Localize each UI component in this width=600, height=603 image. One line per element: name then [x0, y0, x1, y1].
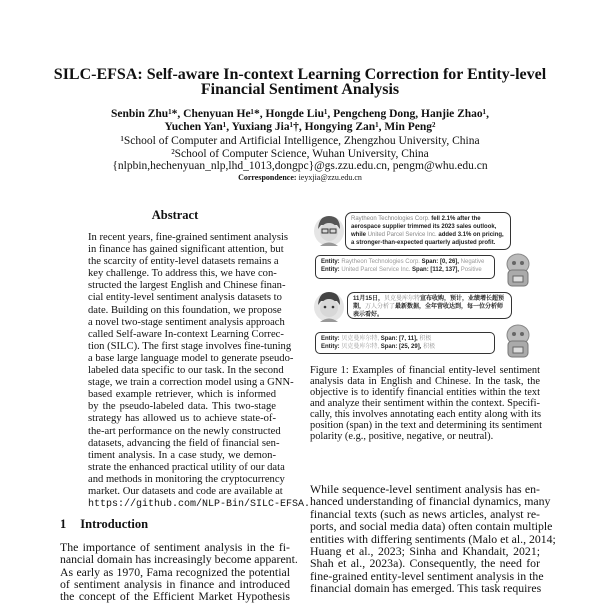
- abstract-heading: Abstract: [151, 208, 199, 222]
- entity-name: United Parcel Service Inc.: [341, 267, 411, 273]
- robot-icon: [500, 323, 536, 359]
- chinese-entity-output: [315, 332, 495, 354]
- entity-name: 贝克曼库尔特,: [341, 336, 380, 342]
- text-line: stage, we train a correction model using a GNN-: [88, 377, 294, 389]
- text-line: As early as 1970, Fama recognized the potential: [60, 564, 290, 579]
- robot-icon: [500, 252, 536, 288]
- text-line: [88, 498, 311, 511]
- example-text: 最新数据，全年营收达到，每一位分析师: [395, 304, 504, 310]
- span-label: Span:: [380, 336, 398, 342]
- sentiment: Positive: [460, 267, 482, 273]
- example-text: 表示看好。: [353, 312, 384, 318]
- title-line: SILC-EFSA: Self-aware In-context Learning Correction for Entity-level: [53, 66, 547, 83]
- text-line: financial texts (such as news articles, analyst re-: [310, 506, 540, 521]
- correspondence-email: ieyxjia@zzu.edu.cn: [298, 173, 362, 182]
- author-line: Yuchen Yan¹, Yuxiang Jia¹†, Hongying Zan¹, Min Peng²: [164, 121, 436, 133]
- entity-label: Entity:: [321, 259, 340, 265]
- entity-label: Entity:: [321, 336, 340, 342]
- text-line: in finance has gained significant attention, but: [88, 244, 284, 256]
- chinese-example-bubble: [347, 292, 512, 319]
- text-line: and analyze their sentiment within the context. Specifi-: [310, 398, 540, 409]
- user-avatar-icon: [313, 213, 345, 249]
- span-value: [112, 137],: [430, 267, 460, 273]
- entity-row: [321, 343, 489, 351]
- affiliation: ²School of Computer Science, Wuhan University, China: [171, 147, 429, 160]
- paper-title: [0, 68, 600, 97]
- text-line: based example retriever, which is informed: [88, 389, 276, 401]
- text-line: cally, this involves annotating each entity along with its: [310, 409, 542, 420]
- correspondence-label: Correspondence:: [238, 173, 297, 182]
- correspondence: [0, 173, 600, 182]
- text-line: Figure 1: Examples of financial entity-level sentiment: [310, 365, 540, 376]
- text-line: tion (SILC). The first stage involves fine-tuning: [88, 340, 292, 352]
- entity-highlight: 万人分析了: [365, 304, 396, 310]
- span-label: Span:: [380, 344, 398, 350]
- text-line: Shah et al., 2023a). Consequently, the need for: [310, 556, 540, 571]
- text-line: polarity (e.g., positive, negative, or neutral).: [310, 431, 494, 442]
- text-line: a base large language model to generate pseudo-: [88, 352, 294, 364]
- example-text: 11月15日，: [353, 296, 385, 302]
- text-line: analysis data in English and Chinese. In the task, the: [310, 376, 540, 387]
- span-value: [7, 11],: [399, 336, 418, 342]
- text-line: objective is to identify financial entities within the text: [310, 387, 540, 398]
- text-line: ports, and social media data) often contain multiple: [310, 519, 553, 534]
- title-line: Financial Sentiment Analysis: [200, 81, 400, 98]
- text-line: the concept of the Efficient Market Hypothesis: [60, 589, 290, 603]
- text-line: market. Our datasets and code are available at: [88, 485, 283, 497]
- entity-row: [321, 266, 489, 274]
- text-line: date. Building on this foundation, we propose: [88, 304, 282, 316]
- author-list: [0, 108, 600, 134]
- span-value: [25, 29],: [399, 344, 422, 350]
- text-line: financial domain has emerged. This task requires: [310, 581, 542, 596]
- text-line: Huang et al., 2023; Sinha and Khandait, 2021;: [310, 543, 540, 558]
- text-line: of sentiment analysis in finance and introduced: [60, 576, 290, 591]
- text-line: While sequence-level sentiment analysis has en-: [310, 482, 540, 496]
- text-line: In recent years, fine-grained sentiment analysis: [88, 232, 289, 243]
- span-label: Span:: [421, 259, 439, 265]
- text-line: structed the largest English and Chinese finan-: [88, 280, 286, 292]
- text-line: labeled data specific to our task. In the second: [88, 365, 284, 377]
- entity-row: [321, 258, 489, 266]
- abstract-body: [88, 232, 311, 511]
- example-text: added 3.1% on pricing, a stronger-than-expected quarterly adjusted profit.: [351, 232, 504, 246]
- text-line: a novel two-stage sentiment analysis approach: [88, 316, 285, 328]
- section-number: 1: [60, 517, 67, 531]
- repository-link[interactable]: https://github.com/NLP-Bin/SILC-EFSA.: [88, 499, 311, 511]
- text-line: nancial domain has increasingly become apparent.: [60, 552, 298, 567]
- right-column-body: [310, 482, 556, 596]
- text-line: cial entity-level sentiment analysis datasets to: [88, 292, 282, 304]
- text-line: the-art performance on the newly constructed: [88, 425, 281, 437]
- text-line: The importance of sentiment analysis in the fi-: [60, 540, 290, 554]
- user-avatar-icon: [313, 289, 345, 325]
- text-line: the scarcity of entity-level datasets remains a: [88, 256, 279, 268]
- entity-label: Entity:: [321, 267, 340, 273]
- example-text: 宣布收购，预计，业绩增长超预期，: [353, 296, 505, 310]
- figure-caption: [310, 365, 543, 442]
- section-title: Introduction: [80, 517, 149, 531]
- text-line: position (span) in the text and determining its sentiment: [310, 420, 543, 431]
- entity-row: [321, 335, 489, 343]
- text-line: datasets, advancing the field of financial sen-: [88, 437, 280, 449]
- entity-highlight: 贝克曼库尔特: [384, 296, 421, 302]
- sentiment: Negative: [460, 259, 485, 265]
- english-example-bubble: [345, 212, 511, 250]
- text-line: called Self-aware In-context Learning Correc-: [88, 328, 284, 340]
- entity-highlight: Raytheon Technologies Corp.: [351, 216, 430, 222]
- text-line: and methods in monitoring the cryptocurrency: [88, 473, 285, 485]
- text-line: strate the enhanced practical utility of our data: [88, 461, 285, 473]
- entity-highlight: United Parcel Service Inc.: [367, 232, 437, 238]
- english-entity-output: [315, 255, 495, 279]
- entity-name: Raytheon Technologies Corp.: [341, 259, 420, 265]
- affiliations: [0, 135, 600, 173]
- sentiment: 积极: [419, 336, 432, 342]
- figure-1: [310, 205, 540, 360]
- sentiment: 积极: [423, 344, 436, 350]
- example-text: fell 2.1% after the aerospace supplier trimmed its 2023 sales outlook, while: [351, 216, 497, 238]
- text-line: fine-grained entity-level sentiment analysis in the: [310, 568, 544, 583]
- section-heading-introduction: [60, 517, 148, 532]
- span-value: [0, 26],: [439, 259, 459, 265]
- text-line: by the pseudo-labeled data. This two-stage: [88, 401, 276, 413]
- text-line: hanced understanding of financial dynamics, many: [310, 494, 551, 509]
- introduction-body: [60, 540, 298, 603]
- text-line: entities with differing sentiments (Malo et al., 2014;: [310, 531, 556, 546]
- text-line: timent analysis. In a case study, we demon-: [88, 449, 276, 461]
- email-line: {nlpbin,hechenyuan_nlp,lhd_1013,dongpc}@gs.zzu.edu.cn, pengm@whu.edu.cn: [112, 160, 488, 172]
- text-line: key challenge. To address this, we have con-: [88, 268, 277, 280]
- entity-name: 贝克曼库尔特,: [341, 344, 380, 350]
- author-line: Senbin Zhu¹*, Chenyuan He¹*, Hongde Liu¹, Pengcheng Dong, Hanjie Zhao¹,: [110, 108, 490, 120]
- affiliation: ¹School of Computer and Artificial Intelligence, Zhengzhou University, China: [120, 135, 480, 147]
- entity-label: Entity:: [321, 344, 340, 350]
- span-label: Span:: [412, 267, 429, 273]
- text-line: strategy has allowed us to achieve state-of-: [88, 413, 276, 425]
